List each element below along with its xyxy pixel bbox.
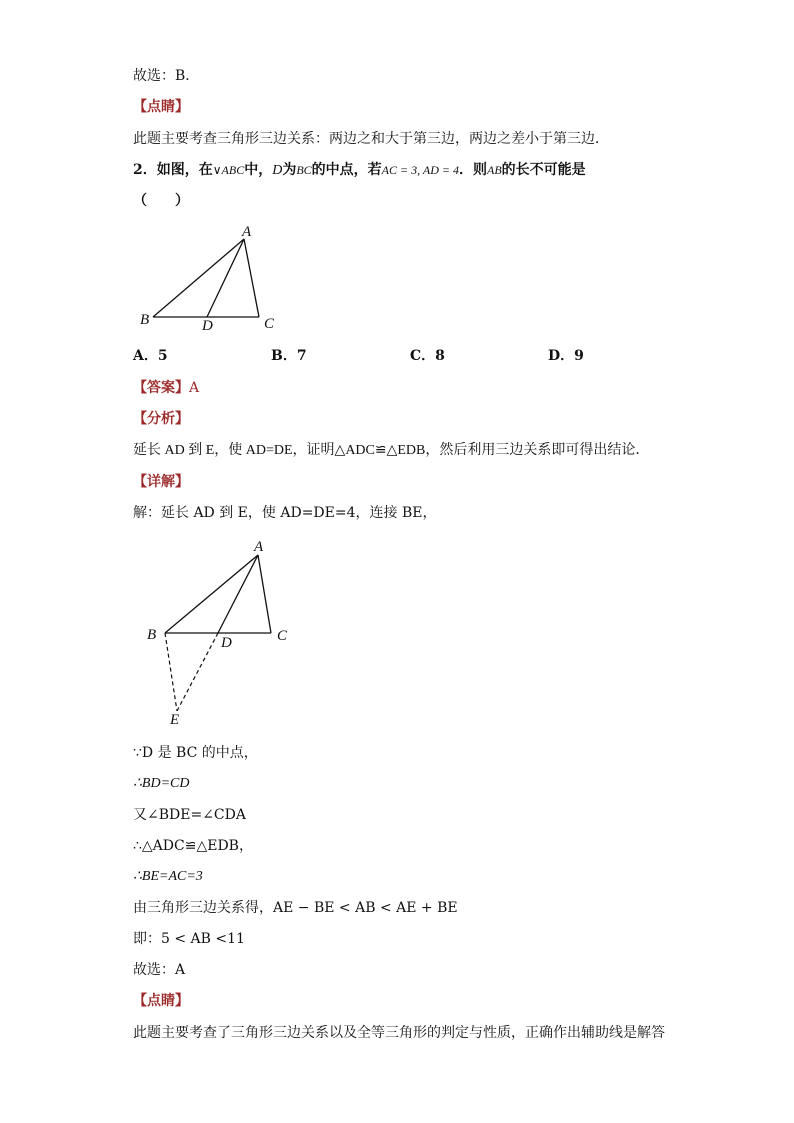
q2-stem-a: 如图，在 <box>156 162 213 178</box>
step-4: ∴△ADC≌△EDB， <box>133 838 253 854</box>
fig1-label-c: C <box>264 316 275 332</box>
q2-stem-c: 为 <box>282 162 297 178</box>
xiangjie-text: 解：延长 AD 到 E，使 AD=DE=4，连接 BE， <box>133 505 437 521</box>
step-5: ∴BE=AC=3 <box>133 869 203 884</box>
answer-label: 【答案】 <box>133 380 189 396</box>
option-b[interactable]: B．7 <box>271 348 307 364</box>
q2-stem-e: ．则 <box>458 162 487 178</box>
dianjing-label: 【点睛】 <box>133 993 189 1009</box>
fenxi-label: 【分析】 <box>133 411 189 427</box>
step-2: ∴BD=CD <box>133 776 190 791</box>
option-a[interactable]: A．5 <box>133 348 168 364</box>
step-1: ∵D 是 BC 的中点， <box>133 745 258 761</box>
q2-segment-bc: BC <box>296 163 312 177</box>
prev-dianjing-label: 【点睛】 <box>133 99 189 115</box>
step-7: 即：5 < AB <11 <box>133 931 245 947</box>
q2-segment-ab: AB <box>486 163 502 177</box>
fig1-label-b: B <box>140 312 150 328</box>
q2-stem-b: 中， <box>244 162 273 178</box>
fig2-label-e: E <box>170 712 180 728</box>
fig2-dashed-de <box>177 633 218 711</box>
step-8: 故选：A <box>133 962 186 978</box>
q2-given: AC = 3, AD = 4 <box>381 163 459 177</box>
fig2-dashed-be <box>165 633 177 711</box>
step-6: 由三角形三边关系得，AE − BE < AB < AE + BE <box>133 900 458 916</box>
fig2-side-ab <box>165 555 258 633</box>
q2-triangle-abc: ∨ABC <box>212 163 245 177</box>
q2-stem-d: 的中点，若 <box>311 162 382 178</box>
option-d[interactable]: D．9 <box>548 348 584 364</box>
q2-stem-f: 的长不可能是 <box>501 162 586 178</box>
q2-paren: （ ） <box>133 193 189 209</box>
option-c[interactable]: C．8 <box>410 348 445 364</box>
fig2-median-ad <box>218 555 258 633</box>
fenxi-text: 延长 AD 到 E，使 AD=DE，证明△ADC≌△EDB，然后利用三边关系即可得出结论． <box>133 443 650 458</box>
prev-dianjing-text: 此题主要考查三角形三边关系：两边之和大于第三边，两边之差小于第三边． <box>133 131 609 147</box>
xiangjie-label: 【详解】 <box>133 474 189 490</box>
answer-value: A <box>189 380 200 396</box>
q2-number: 2． <box>133 162 157 178</box>
fig2-label-d: D <box>221 635 232 651</box>
fig1-label-d: D <box>202 318 213 334</box>
step-3: 又∠BDE=∠CDA <box>133 807 246 823</box>
fig2-label-b: B <box>147 627 157 643</box>
fig1-label-a: A <box>242 224 252 240</box>
fig2-side-ac <box>258 555 271 633</box>
fig2-label-a: A <box>254 539 264 555</box>
prev-answer-line: 故选：B． <box>133 68 200 84</box>
dianjing-text: 此题主要考查了三角形三边关系以及全等三角形的判定与性质，正确作出辅助线是解答 <box>133 1025 665 1041</box>
q2-point-d: D <box>272 163 283 178</box>
fig2-label-c: C <box>277 628 288 644</box>
